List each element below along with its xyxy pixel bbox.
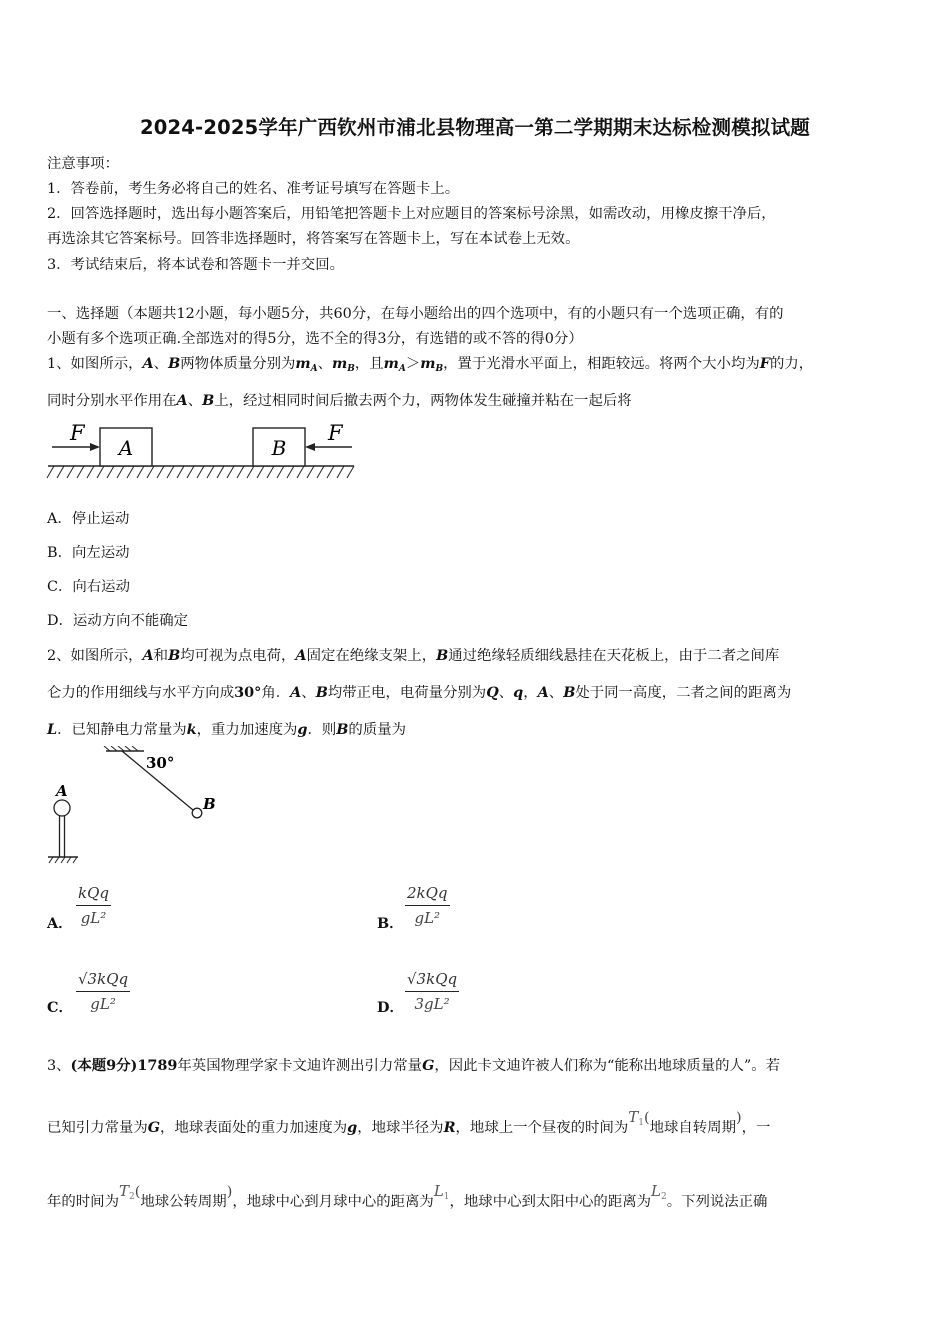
q1-stem-line2: 同时分别水平作用在A、B上，经过相同时间后撤去两个力，两物体发生碰撞并粘在一起后将 xyxy=(47,392,632,409)
q2-option-a-label: A． xyxy=(47,915,73,932)
charge-a xyxy=(54,800,70,816)
notice-item-1: 1．答卷前，考生务必将自己的姓名、准考证号填写在答题卡上。 xyxy=(47,181,460,197)
q2-option-b-label: B． xyxy=(377,915,404,932)
block-b-label: B xyxy=(271,436,287,460)
notice-item-2-cont: 再选涂其它答案标号。回答非选择题时，将答案写在答题卡上，写在本试卷上无效。 xyxy=(47,231,580,247)
q2-option-c-numerator: √3kQq xyxy=(76,970,130,992)
q2-option-d-numerator: √3kQq xyxy=(405,970,459,992)
q2-option-c-denominator: gL² xyxy=(90,995,116,1013)
q1-figure xyxy=(44,418,364,484)
notice-item-2: 2．回答选择题时，选出每小题答案后，用铅笔把答题卡上对应题目的答案标号涂黑，如需改动，用橡皮擦干净后， xyxy=(47,206,776,222)
q2-option-b-denominator: gL² xyxy=(414,909,441,927)
q2-stem-line3: L．已知静电力常量为k，重力加速度为g．则B的质量为 xyxy=(47,721,406,738)
q2-option-c-formula xyxy=(76,970,130,1013)
q1-option-b: B．向左运动 xyxy=(47,545,130,561)
q2-option-c-label: C． xyxy=(47,999,73,1016)
q2-option-a-numerator: kQq xyxy=(76,884,111,906)
q2-option-a-denominator: gL² xyxy=(80,909,107,927)
q2-figure xyxy=(44,746,234,870)
q1-option-a: A．停止运动 xyxy=(47,511,130,527)
angle-label: 30° xyxy=(146,754,175,772)
notice-item-3: 3．考试结束后，将本试卷和答题卡一并交回。 xyxy=(47,257,344,273)
q2-option-b-formula xyxy=(405,884,450,927)
notice-heading: 注意事项： xyxy=(47,156,119,172)
q2-option-a-formula xyxy=(76,884,111,927)
q2-stem-line1: 2、如图所示，A和B均可视为点电荷，A固定在绝缘支架上，B通过绝缘轻质细线悬挂在天花板上，由于二者之间库 xyxy=(47,647,780,664)
section-heading-line1: 一、选择题（本题共12小题，每小题5分，共60分，在每小题给出的四个选项中，有的小题只有一个选项正确，有的 xyxy=(47,306,784,322)
page-title: 2024-2025学年广西钦州市浦北县物理高一第二学期期末达标检测模拟试题 xyxy=(139,116,811,139)
charge-b-label: B xyxy=(203,795,216,813)
q2-stem-line2: 仑力的作用细线与水平方向成30°角．A、B均带正电，电荷量分别为Q、q，A、B处于同一高度，二者之间的距离为 xyxy=(47,684,792,701)
force-arrow-right xyxy=(90,443,100,451)
q3-stem-line1: 3、(本题9分)1789年英国物理学家卡文迪许测出引力常量G，因此卡文迪许被人们称为“能称出地球质量的人”。若 xyxy=(47,1057,781,1074)
q1-stem-line1: 1、如图所示，A、B两物体质量分别为$m_A$、$m_B$，且$m_A>m_B$，置于光滑水平面上，相距较远。将两个大小均为F的力， xyxy=(47,355,814,374)
q3-stem-line2: 已知引力常量为G，地球表面处的重力加速度为g，地球半径为R，地球上一个昼夜的时间为$T^1$(地球自转周期)，一 xyxy=(47,1108,771,1136)
section-heading-line2: 小题有多个选项正确.全部选对的得5分，选不全的得3分，有选错的或不答的得0分） xyxy=(47,331,583,347)
q1-option-c: C．向右运动 xyxy=(47,579,130,595)
force-arrow-left xyxy=(305,443,315,451)
q2-option-d-formula xyxy=(405,970,459,1013)
force-label-left: F xyxy=(70,421,85,445)
block-a-label: A xyxy=(118,436,134,460)
q2-option-d-denominator: 3gL² xyxy=(414,995,450,1013)
force-label-right: F xyxy=(328,421,343,445)
q3-stem-line3: 年的时间为$T^2$(地球公转周期)，地球中心到月球中心的距离为$L^1$，地球中心到太阳中心的距离为$L^2$。下列说法正确 xyxy=(47,1182,768,1210)
charge-a-label: A xyxy=(56,782,68,800)
charge-b xyxy=(192,808,202,818)
q1-option-d: D．运动方向不能确定 xyxy=(47,613,189,629)
q2-option-b-numerator: 2kQq xyxy=(405,884,450,906)
q2-option-d-label: D． xyxy=(377,999,404,1016)
